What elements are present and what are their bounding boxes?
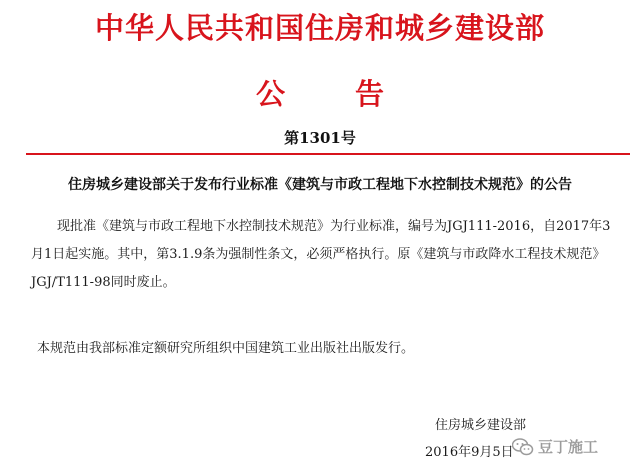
watermark	[512, 436, 598, 457]
wechat-icon	[512, 438, 534, 456]
notice-title: 公告	[255, 77, 454, 111]
doc-subject: 住房城乡建设部关于发布行业标准《建筑与市政工程地下水控制技术规范》的公告	[68, 177, 572, 193]
watermark-text: 豆丁施工	[538, 438, 599, 456]
paragraph-approval: 现批准《建筑与市政工程地下水控制技术规范》为行业标准，编号为JGJ111-2016，自2017年3月1日起实施。其中，第3.1.9条为强制性条文，必须严格执行。原《建筑与市政降水工程技术规范》JGJ/T111-98同时废止。	[31, 219, 611, 290]
ministry-name: 中华人民共和国住房和城乡建设部	[94, 11, 545, 45]
signature-department: 住房城乡建设部	[435, 418, 527, 433]
red-divider	[26, 153, 630, 155]
doc-number: 第1301号	[284, 129, 356, 147]
signature-date: 2016年9月5日	[425, 445, 514, 460]
paragraph-publication: 本规范由我部标准定额研究所组织中国建筑工业出版社出版发行。	[37, 341, 415, 356]
